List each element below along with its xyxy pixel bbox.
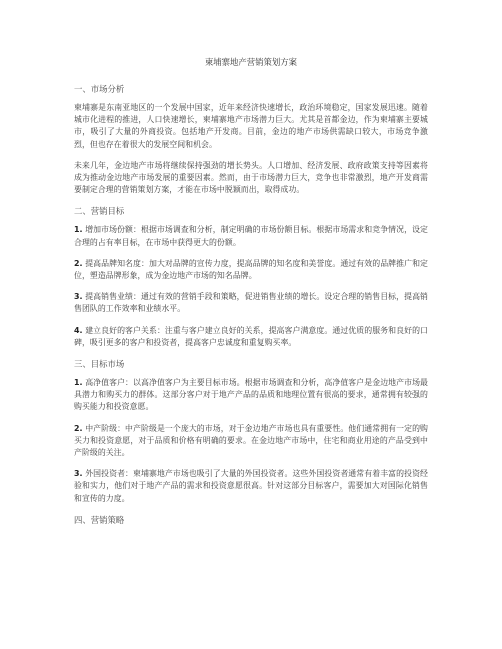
list-number: 4. [74,325,83,335]
list-item [74,468,428,505]
list-item-text: 外国投资者：柬埔寨地产市场也吸引了大量的外国投资者。这些外国投资者通常有着丰富的投资经验和实力，他们对于地产产品的需求和投资意愿很高。针对这部分目标客户，需要加大对国际化销售和宣传的力度。 [74,469,428,503]
list-item-text: 增加市场份额：根据市场调查和分析，制定明确的市场份额目标。根据市场需求和竞争情况，设定合理的占有率目标，在市场中获得更大的份额。 [74,225,428,247]
list-item [74,377,428,414]
list-item-text: 建立良好的客户关系：注重与客户建立良好的关系，提高客户满意度。通过优质的服务和良好的口碑，吸引更多的客户和投资者，提高客户忠诚度和重复购买率。 [74,325,428,347]
paragraph: 柬埔寨是东南亚地区的一个发展中国家，近年来经济快速增长，政治环境稳定，国家发展迅速。随着城市化进程的推进，人口快速增长，柬埔寨地产市场潜力巨大。尤其是首都金边，作为柬埔寨主要城市，吸引了大量的外商投资。包括地产开发商。目前，金边的地产市场供需缺口较大，市场竞争激烈，但也存在着很大的发展空间和机会。 [74,103,428,149]
list-item-text: 提高品牌知名度：加大对品牌的宣传力度，提高品牌的知名度和美誉度。通过有效的品牌推广和定位，塑造品牌形象，成为金边地产市场的知名品牌。 [74,258,428,281]
list-item-text: 高净值客户：以高净值客户为主要目标市场。根据市场调查和分析，高净值客户是金边地产市场最具潜力和购买力的群体。这部分客户对于地产产品的品质和地理位置有很高的要求，通常拥有较强的购买能力和投资意愿。 [74,378,428,412]
list-number: 2. [74,423,83,433]
section-heading-market-analysis: 一、市场分析 [74,84,125,94]
list-number: 1. [74,378,83,388]
list-number: 3. [74,292,83,302]
section-heading-marketing-goals: 二、营销目标 [74,206,125,217]
document-title: 柬埔寨地产营销策划方案 [204,57,298,67]
list-item [74,224,428,248]
list-number: 2. [74,258,83,268]
paragraph: 未来几年，金边地产市场将继续保持强劲的增长势头。人口增加、经济发展、政府政策支持等因素将成为推动金边地产市场发展的重要因素。然而，由于市场潜力巨大，竞争也非常激烈，地产开发商需要制定合理的营销策划方案，才能在市场中脱颖而出，取得成功。 [74,160,428,195]
list-item-text: 中产阶级：中产阶级是一个庞大的市场，对于金边地产市场也具有重要性。他们通常拥有一定的购买力和投资意愿，对于品质和价格有明确的要求。在金边地产市场中，住宅和商业用途的产品受到中产阶级的关注。 [74,423,428,458]
list-item [74,258,428,282]
list-item-text: 提高销售业绩：通过有效的营销手段和策略，促进销售业绩的增长。设定合理的销售目标，提高销售团队的工作效率和业绩水平。 [74,292,428,314]
list-item [74,325,428,349]
list-item [74,291,428,315]
list-number: 1. [74,225,83,235]
list-number: 3. [74,469,83,479]
section-heading-marketing-strategy: 四、营销策略 [74,514,125,525]
list-item [74,423,428,460]
section-heading-target-market: 三、目标市场 [74,359,125,370]
